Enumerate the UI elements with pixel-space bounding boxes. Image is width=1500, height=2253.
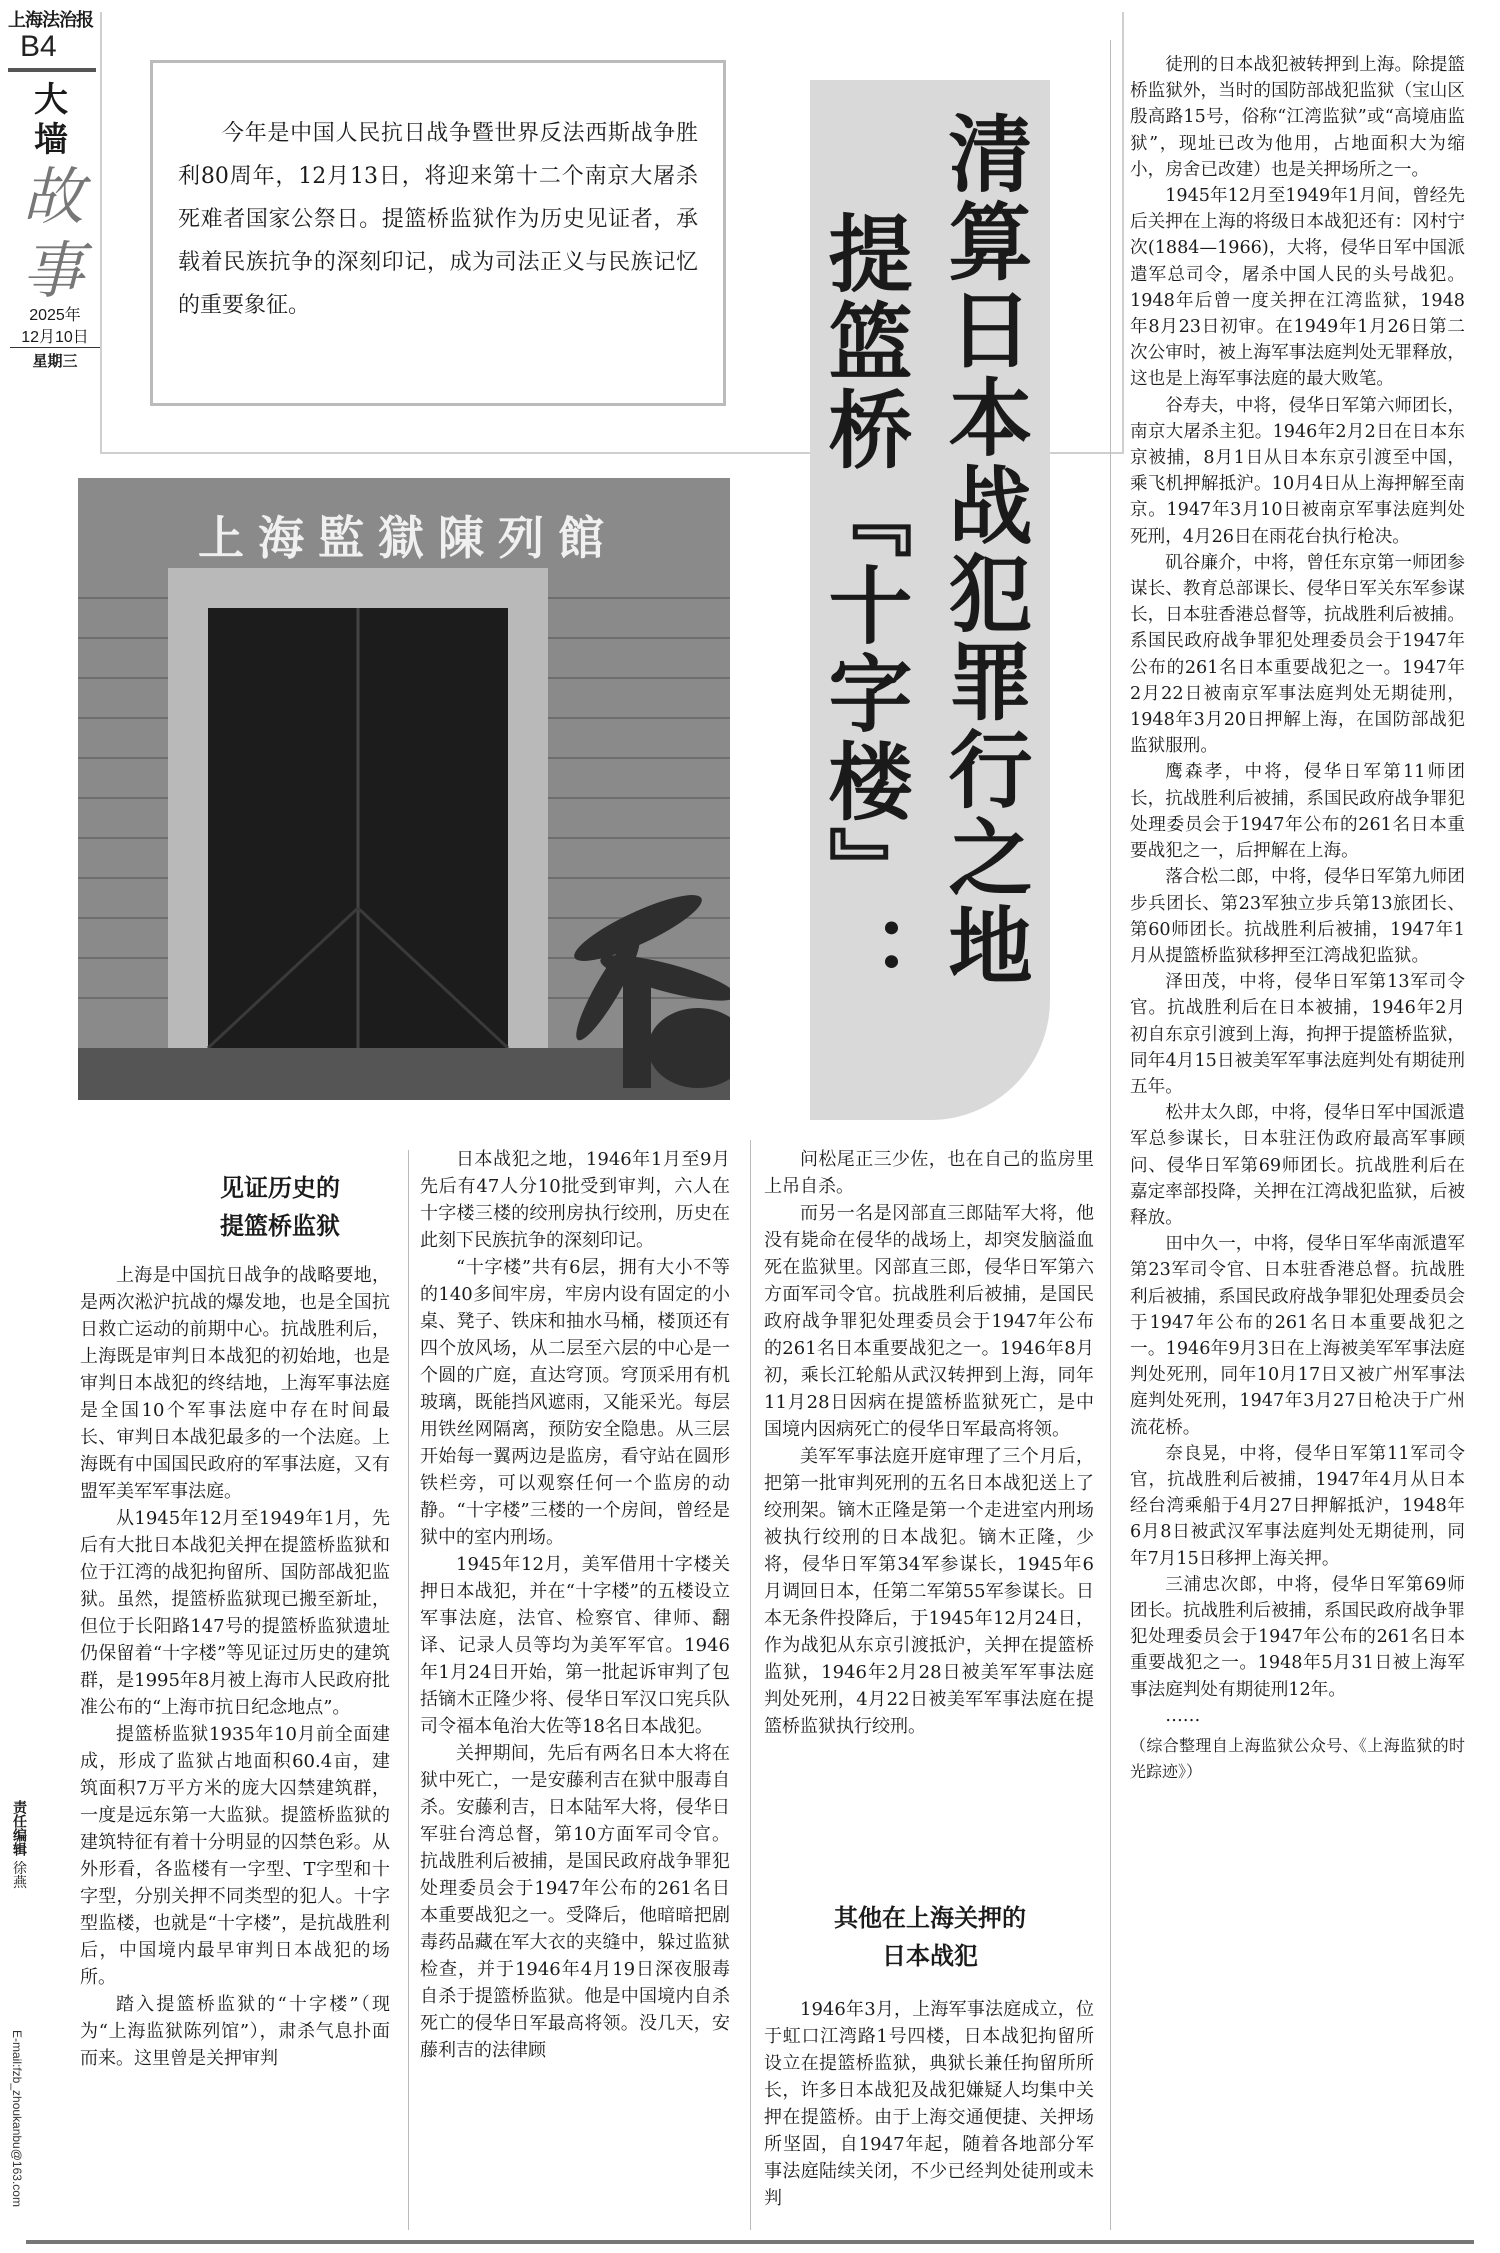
page-bottom-rule (26, 2240, 1474, 2244)
photo-illustration (78, 478, 730, 1100)
section2-heading (780, 1900, 1080, 1976)
paragraph: 而另一名是冈部直三郎陆军大将，他没有毙命在侵华的战场上，却突发脑溢血死在监狱里。冈部直三郎，侵华日军第六方面军司令官。抗战胜利后被捕，是国民政府战争罪犯处理委员会于1947年公布的261名日本重要战犯之一。1946年8月初，乘长江轮船从武汉转押到上海，同年11月28日因病在提篮桥监狱死亡，是中国境内因病死亡的侵华日军最高将领。 (764, 1203, 1094, 1440)
editor-email: E-mail:fzb_zhoukanbu@163.com (10, 2030, 24, 2207)
section2-title-line1: 其他在上海关押的 (834, 1905, 1026, 1932)
newspaper-brand: 上海法治报 (8, 10, 93, 31)
column-separator (408, 1150, 409, 2230)
paragraph: 1945年12月至1949年1月间，曾经先后关押在上海的将级日本战犯还有：冈村宁次(1884—1966)，大将，侵华日军中国派遣军总司令，屠杀中国人民的头号战犯。1948年后曾一度关押在江湾监狱，1948年8月23日初审。在1949年1月26日第二次公审时，被上海军事法庭判处无罪释放，这也是上海军事法庭的最大败笔。 (1130, 186, 1465, 390)
column-subname: 故事 (21, 160, 84, 307)
paragraph: 奈良晃，中将，侵华日军第11军司令官，抗战胜利后被捕，1947年4月从日本经台湾乘船于4月27日押解抵沪，1948年6月8日被武汉军事法庭判处无期徒刑，同年7月15日移押上海关押。 (1130, 1443, 1465, 1569)
paragraph: 问松尾正三少佐，也在自己的监房里上吊自杀。 (764, 1149, 1094, 1197)
column-separator (750, 1140, 751, 2230)
article-column-3b (764, 1996, 1094, 2212)
article-column-3 (764, 1146, 1094, 1740)
section1-title-line2: 提篮桥监狱 (220, 1213, 340, 1240)
paragraph: 从1945年12月至1949年1月，先后有大批日本战犯关押在提篮桥监狱和位于江湾的战犯拘留所、国防部战犯监狱。虽然，提篮桥监狱现已搬至新址，但位于长阳路147号的提篮桥监狱遗址仍保留着“十字楼”等见证过历史的建筑群，是1995年8月被上海市人民政府批准公布的“上海市抗日纪念地点”。 (80, 1508, 390, 1718)
section2-title-line2: 日本战犯 (882, 1943, 978, 1970)
paragraph: …… (1165, 1705, 1201, 1726)
issue-weekday: 星期三 (32, 353, 78, 370)
editor-credit (4, 1800, 28, 1888)
paragraph: 关押期间，先后有两名日本大将在狱中死亡，一是安藤利吉在狱中服毒自杀。安藤利吉，日本陆军大将，侵华日军驻台湾总督，第10方面军司令官。抗战胜利后被捕，是国民政府战争罪犯处理委员会于1947年公布的261名日本重要战犯之一。受降后，他暗暗把剧毒药品藏在军大衣的夹缝中，躲过监狱检查，并于1946年4月19日深夜服毒自杀于提篮桥监狱。他是中国境内自杀死亡的侵华日军最高将领。没几天，安藤利吉的法律顾 (420, 1743, 730, 2061)
paragraph: 日本战犯之地，1946年1月至9月先后有47人分10批受到审判，六人在十字楼三楼的绞刑房执行绞刑，历史在此刻下民族抗争的深刻印记。 (420, 1149, 730, 1251)
paragraph: 1946年3月，上海军事法庭成立，位于虹口江湾路1号四楼，日本战犯拘留所设立在提篮桥监狱，典狱长兼任拘留所所长，许多日本战犯及战犯嫌疑人均集中关押在提篮桥。由于上海交通便捷、关押场所坚固，自1947年起，随着各地部分军事法庭陆续关闭，不少已经判处徒刑或未判 (764, 1999, 1094, 2209)
issue-year: 2025年 (29, 307, 81, 324)
article-column-1 (80, 1262, 390, 2072)
paragraph: 矶谷廉介，中将，曾任东京第一师团参谋长、教育总部课长、侵华日军关东军参谋长，日本驻香港总督等，抗战胜利后被捕。系国民政府战争罪犯处理委员会于1947年公布的261名日本重要战犯之一。1947年2月22日被南京军事法庭判处无期徒刑，1948年3月20日押解上海，在国防部战犯监狱服刑。 (1130, 552, 1465, 757)
paragraph: 踏入提篮桥监狱的“十字楼”（现为“上海监狱陈列馆”），肃杀气息扑面而来。这里曾是关押审判 (80, 1994, 390, 2069)
paragraph: 鹰森孝，中将，侵华日军第11师团长，抗战胜利后被捕，系国民政府战争罪犯处理委员会于1947年公布的261名日本重要战犯之一，后押解在上海。 (1130, 762, 1465, 862)
paragraph: 田中久一，中将，侵华日军华南派遣军第23军司令官、日本驻香港总督。抗战胜利后被捕，系国民政府战争罪犯处理委员会于1947年公布的261名日本重要战犯之一。1946年9月3日在上海被美军军事法庭判处死刑，同年10月17日又被广州军事法庭判处死刑，1947年3月27日枪决于广州流花桥。 (1130, 1234, 1465, 1438)
paragraph: 上海是中国抗日战争的战略要地，是两次淞沪抗战的爆发地，也是全国抗日救亡运动的前期中心。抗战胜利后，上海既是审判日本战犯的初始地，也是审判日本战犯的终结地，上海军事法庭是全国10个军事法庭中存在时间最长、审判日本战犯最多的一个法庭。上海既有中国国民政府的军事法庭，又有盟军美军军事法庭。 (80, 1265, 390, 1502)
paragraph: 谷寿夫，中将，侵华日军第六师团长，南京大屠杀主犯。1946年2月2日在日本东京被捕，8月1日从日本东京引渡至中国，乘飞机押解抵沪。10月4日从上海押解至南京。1947年3月10日被南京军事法庭判处死刑，4月26日在雨花台执行枪决。 (1130, 395, 1465, 547)
photo-sign-text: 上海監獄陳列館 (198, 511, 618, 565)
paragraph: “十字楼”共有6层，拥有大小不等的140多间牢房，牢房内设有固定的小桌、凳子、铁床和抽水马桶，楼顶还有四个放风场，从二层至六层的中心是一个圆的广庭，直达穹顶。穹顶采用有机玻璃，既能挡风遮雨，又能采光。每层用铁丝网隔离，预防安全隐患。从三层开始每一翼两边是监房，看守站在圆形铁栏旁，可以观察任何一个监房的动静。“十字楼”三楼的一个房间，曾经是狱中的室内刑场。 (420, 1257, 730, 1548)
article-column-4 (1130, 52, 1465, 1785)
issue-date: 12月10日 (10, 324, 100, 348)
lead-paragraph: 今年是中国人民抗日战争暨世界反法西斯战争胜利80周年，12月13日，将迎来第十二个南京大屠杀死难者国家公祭日。提篮桥监狱作为历史见证者，承载着民族抗争的深刻印记，成为司法正义与民族记忆的重要象征。 (178, 121, 698, 318)
page-number: B4 (20, 30, 57, 63)
paragraph: 提篮桥监狱1935年10月前全面建成，形成了监狱占地面积60.4亩，建筑面积7万平方米的庞大囚禁建筑群，一度是远东第一大监狱。提篮桥监狱的建筑特征有着十分明显的囚禁色彩。从外形看，各监楼有一字型、T字型和十字型，分别关押不同类型的犯人。十字型监楼，也就是“十字楼”，是抗战胜利后，中国境内最早审判日本战犯的场所。 (80, 1724, 390, 1988)
prison-gate-photo (78, 478, 730, 1100)
editor-label: 责任编辑 (11, 1800, 27, 1856)
column-name: 大墙 (34, 80, 68, 160)
paragraph: 1945年12月，美军借用十字楼关押日本战犯，并在“十字楼”的五楼设立军事法庭，法官、检察官、律师、翻译、记录人员等均为美军军官。1946年1月24日开始，第一批起诉审判了包括镝木正隆少将、侵华日军汉口宪兵队司令福本龟治大佐等18名日本战犯。 (420, 1554, 730, 1737)
section1-heading (160, 1170, 400, 1246)
editor-name: 徐燕 (11, 1860, 27, 1889)
article-column-2 (420, 1146, 730, 2064)
column-separator (1110, 40, 1111, 2230)
section1-title-line1: 见证历史的 (220, 1175, 340, 1202)
paragraph: 松井太久郎，中将，侵华日军中国派遣军总参谋长，日本驻汪伪政府最高军事顾问、侵华日军第69师团长。抗战胜利后在嘉定率部投降，关押在江湾战犯监狱，后被释放。 (1130, 1103, 1465, 1228)
source-note: （综合整理自上海监狱公众号、《上海监狱的时光踪迹》） (1130, 1736, 1465, 1782)
paragraph: 徒刑的日本战犯被转押到上海。除提篮桥监狱外，当时的国防部战犯监狱（宝山区殷高路15号，俗称“江湾监狱”或“高境庙监狱”，现址已改为他用，占地面积大为缩小，房舍已改建）也是关押场所之一。 (1130, 55, 1465, 180)
paragraph: 泽田茂，中将，侵华日军第13军司令官。抗战胜利后在日本被捕，1946年2月初自东京引渡到上海，拘押于提篮桥监狱，同年4月15日被美军军事法庭判处有期徒刑五年。 (1130, 972, 1465, 1097)
masthead-divider (8, 68, 96, 72)
paragraph: 落合松二郎，中将，侵华日军第九师团步兵团长、第23军独立步兵第13旅团长、第60师团长。抗战胜利后被捕，1947年1月从提篮桥监狱移押至江湾战犯监狱。 (1130, 867, 1465, 966)
headline-line1: 清算日本战犯罪行之地 (935, 110, 1034, 990)
paragraph: 三浦忠次郎，中将，侵华日军第69师团长。抗战胜利后被捕，系国民政府战争罪犯处理委员会于1947年公布的261名日本重要战犯之一。1948年5月31日被上海军事法庭判处有期徒刑12年。 (1130, 1574, 1465, 1700)
headline-line2: 提篮桥『十字楼』： (815, 210, 914, 1002)
paragraph: 美军军事法庭开庭审理了三个月后，把第一批审判死刑的五名日本战犯送上了绞刑架。镝木正隆是第一个走进室内刑场被执行绞刑的日本战犯。镝木正隆，少将，侵华日军第34军参谋长，1945年6月调回日本，任第二军第55军参谋长。日本无条件投降后，于1945年12月24日，作为战犯从东京引渡抵沪，关押在提篮桥监狱，1946年2月28日被美军军事法庭判处死刑，4月22日被美军军事法庭在提篮桥监狱执行绞刑。 (764, 1446, 1094, 1737)
